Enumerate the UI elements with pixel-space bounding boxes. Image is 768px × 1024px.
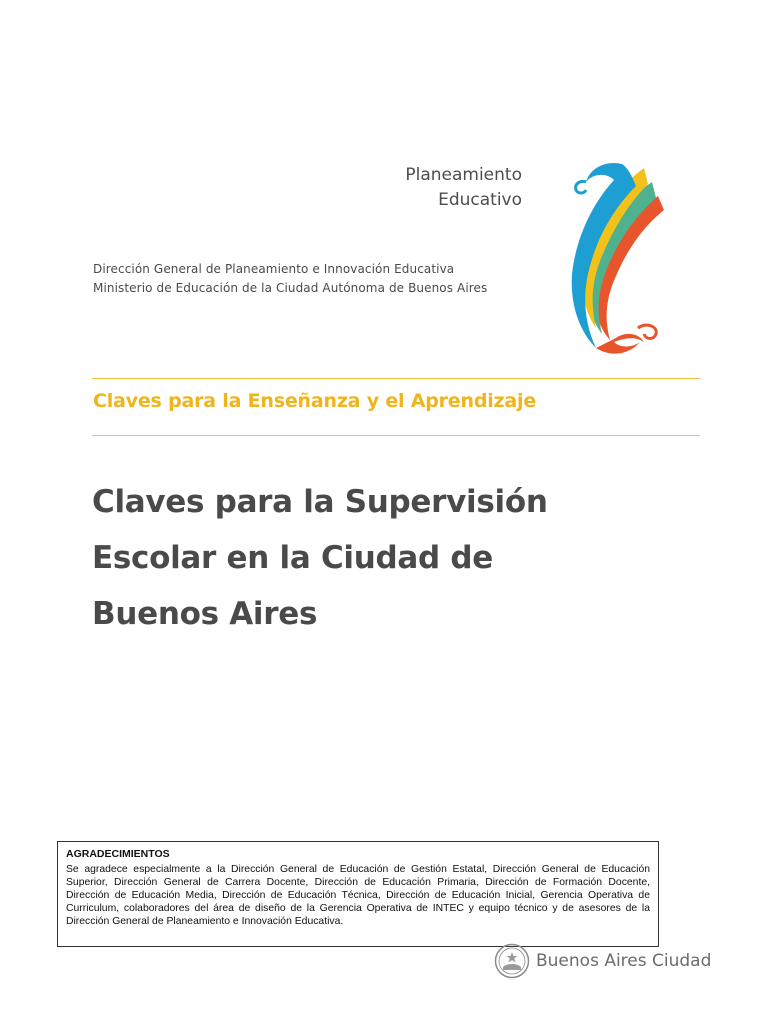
footer-brand bbox=[494, 943, 711, 979]
city-seal-icon bbox=[494, 943, 530, 979]
organization-block bbox=[93, 260, 487, 298]
logo-line-2: Educativo bbox=[438, 190, 522, 210]
acknowledgements-body: Se agradece especialmente a la Dirección General de Educación de Gestión Estatal, Dirección General de Educación Superior, Dirección General de Carrera Docente, Dirección de Educación Primaria, Dirección de Formación Docente, Dirección de Educación Media, Dirección de Educación Técnica, Dirección de Educación Inicial, Gerencia Operativa de Curriculum, colaboradores del área de diseño de la Gerencia Operativa de INTEC y equipo técnico y de asesores de la Dirección General de Planeamiento e Innovación Educativa. bbox=[66, 864, 650, 927]
title-line-2: Escolar en la Ciudad de bbox=[92, 540, 494, 576]
title-line-3: Buenos Aires bbox=[92, 596, 318, 632]
acknowledgements-box bbox=[57, 841, 659, 947]
flame-swirl-logo-icon bbox=[566, 158, 668, 364]
top-divider bbox=[92, 378, 700, 379]
logo-wordmark bbox=[405, 163, 522, 213]
series-title: Claves para la Enseñanza y el Aprendizaje bbox=[93, 390, 537, 412]
title-line-1: Claves para la Supervisión bbox=[92, 484, 548, 520]
acknowledgements-heading: AGRADECIMIENTOS bbox=[66, 848, 170, 860]
org-line-1: Dirección General de Planeamiento e Innovación Educativa bbox=[93, 262, 455, 276]
org-line-2: Ministerio de Educación de la Ciudad Autónoma de Buenos Aires bbox=[93, 281, 488, 295]
page-title bbox=[92, 474, 612, 642]
footer-brand-text: Buenos Aires Ciudad bbox=[536, 951, 712, 971]
bottom-divider bbox=[92, 435, 700, 436]
logo-line-1: Planeamiento bbox=[405, 165, 522, 185]
